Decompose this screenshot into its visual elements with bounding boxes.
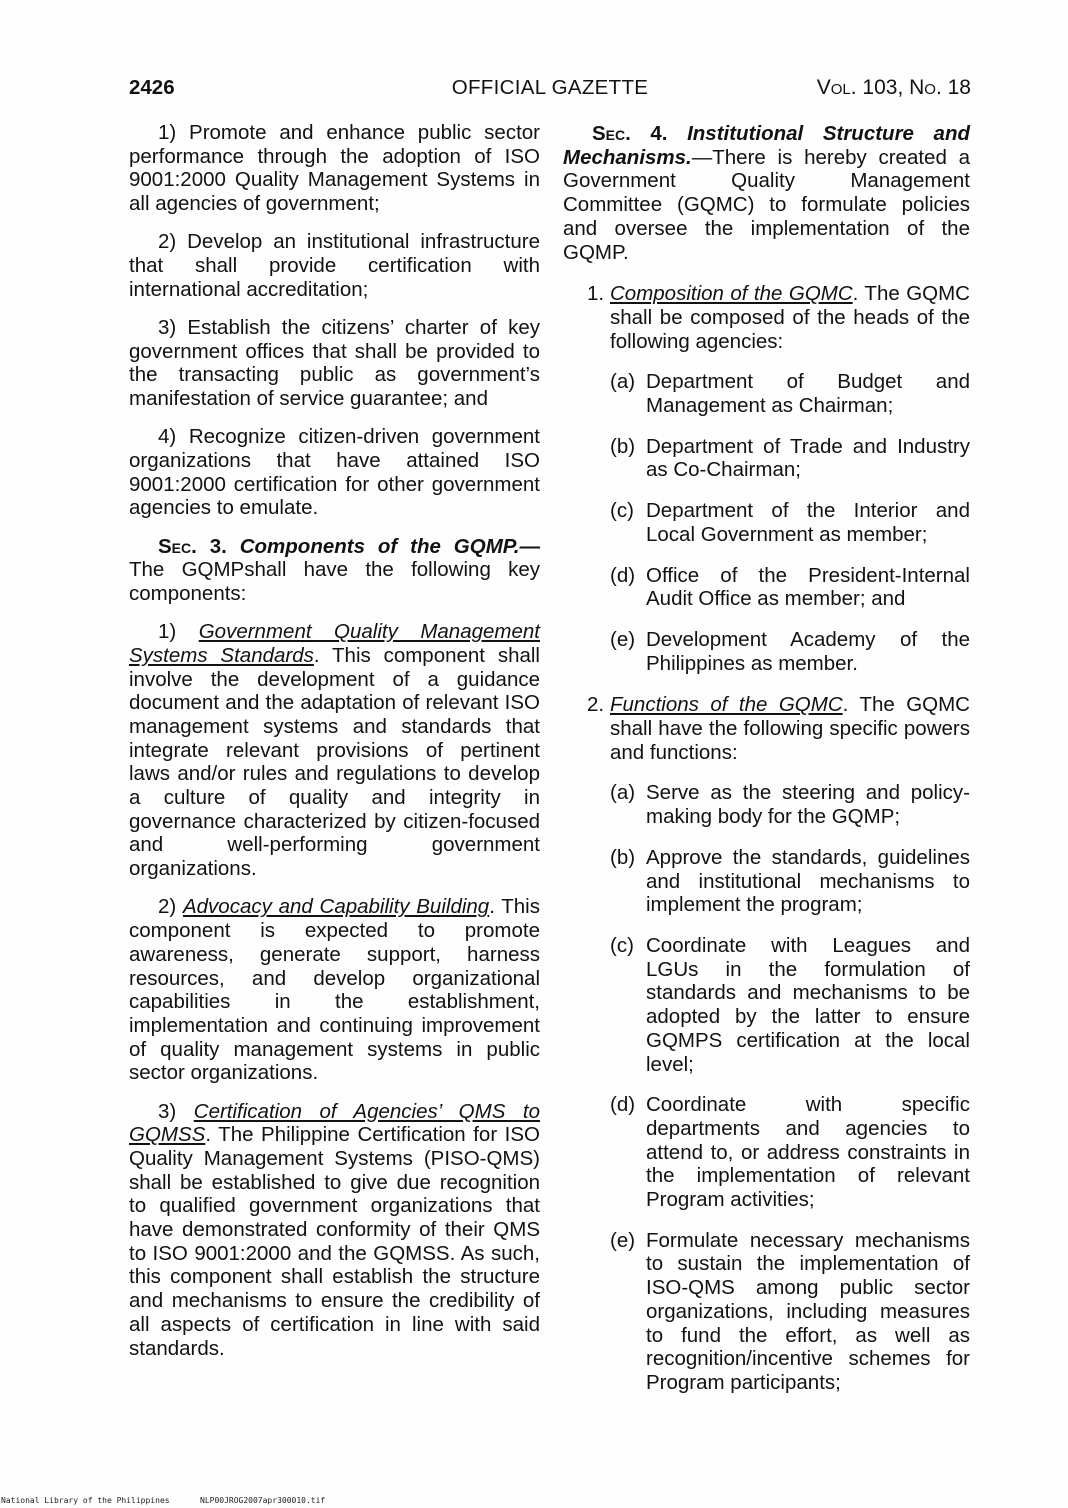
composition-subitem-c: [610, 499, 970, 546]
subitem-text: Department of Budget and Management as Chairman;: [646, 370, 970, 418]
component-number: 1): [158, 620, 177, 644]
subitem-label: (a): [610, 370, 636, 394]
component-text: . The Philippine Certification for ISO Quality Management Systems (PISO-QMS) shall be established to give due recognition to qualified government organizations that have demonstrated conformity of their QMS to ISO 9001:2000 and the GQMSS. As such, this component shall establish the structure and mechanisms to ensure the credibility of all aspects of certification in line with said standards.: [129, 1123, 540, 1360]
functions-subitem-a: [610, 781, 970, 828]
subitem-text: Formulate necessary mechanisms to sustain the implementation of ISO-QMS among public sector organizations, including measures to fund the effort, as well as recognition/incentive schemes for Program participants;: [646, 1228, 970, 1394]
component-paragraph-2: [129, 895, 540, 1085]
section-4-paragraph: [563, 122, 970, 264]
section-4-text: —There is hereby created a Government Quality Management Committee (GQMC) to formulate policies and oversee the implementation of the GQMP.: [563, 145, 970, 264]
subitem-label: (d): [610, 563, 636, 587]
subitem-label: (b): [610, 434, 636, 458]
right-column: [563, 122, 970, 1395]
left-column: [129, 121, 540, 1375]
volume-issue: Vol. 103, No. 18: [816, 76, 971, 99]
composition-subitem-e: [610, 628, 970, 675]
gqmc-functions-item: [563, 693, 970, 1394]
subitem-text: Approve the standards, guidelines and institutional mechanisms to implement the program;: [646, 845, 970, 917]
gqmc-composition-item: [563, 282, 970, 675]
subitem-text: Department of the Interior and Local Government as member;: [646, 499, 970, 546]
composition-subitem-b: [610, 435, 970, 482]
section-3-label: Sec. 3.: [158, 534, 227, 558]
section-3-paragraph: [129, 535, 540, 606]
objective-paragraph-4: 4) Recognize citizen-driven government organizations that have attained ISO 9001:2000 certification for other government agencies to emulate.: [129, 425, 540, 520]
library-credit: National Library of the Philippines: [1, 1496, 170, 1505]
objective-paragraph-2: 2) Develop an institutional infrastructure that shall provide certification with international accreditation;: [129, 230, 540, 301]
component-paragraph-3: [129, 1100, 540, 1361]
subitem-label: (e): [610, 1228, 636, 1252]
item-heading: [587, 282, 970, 353]
component-title: Advocacy and Capability Building: [182, 895, 490, 919]
section-4-title: Institutional Structure and Mechanisms.: [563, 122, 970, 169]
functions-subitem-b: [610, 846, 970, 917]
composition-subitem-a: [610, 370, 970, 417]
scan-filename: NLP00JROG2007apr300010.tif: [200, 1496, 326, 1505]
item-body: [610, 282, 970, 353]
item-number: 2.: [587, 693, 605, 717]
subitem-text: Department of Trade and Industry as Co-Chairman;: [646, 434, 970, 482]
section-3-text: The GQMPshall have the following key components:: [129, 558, 540, 605]
functions-subitem-c: [610, 934, 970, 1076]
component-text: . This component is expected to promote awareness, generate support, harness resources, and develop organizational capabilities in the establishment, implementation and continuing improvement of quality management systems in public sector organizations.: [129, 895, 540, 1085]
component-number: 3): [158, 1099, 177, 1123]
item-title: Composition of the GQMC: [610, 282, 853, 306]
running-header: [129, 75, 971, 101]
functions-subitem-e: [610, 1229, 970, 1395]
component-text: . This component shall involve the development of a guidance document and the adaptation of relevant ISO management systems and standards that integrate relevant provisions of pertinent laws and/or rules and regulations to develop a culture of quality and integrity in governance characterized by citizen-focused and well-performing government organizations.: [129, 643, 540, 881]
functions-subitem-d: [610, 1093, 970, 1212]
subitem-label: (b): [610, 845, 636, 869]
subitem-text: Serve as the steering and policy-making body for the GQMP;: [646, 781, 970, 829]
subitem-label: (c): [610, 499, 634, 523]
item-text: . The GQMC shall have the following specific powers and functions:: [610, 693, 970, 764]
item-text: . The GQMC shall be composed of the heads of the following agencies:: [610, 282, 970, 353]
composition-subitem-d: [610, 564, 970, 611]
component-title: Certification of Agencies’ QMS to GQMSS: [129, 1099, 540, 1147]
subitem-text: Coordinate with specific departments and agencies to attend to, or address constraints in the implementation of relevant Program activities;: [646, 1093, 970, 1212]
subitem-text: Office of the President-Internal Audit Office as member; and: [646, 563, 970, 611]
scan-footer: [1, 1496, 401, 1507]
component-paragraph-1: [129, 620, 540, 881]
item-title: Functions of the GQMC: [610, 693, 843, 717]
subitem-text: Development Academy of the Philippines as member.: [646, 627, 970, 675]
publication-title: OFFICIAL GAZETTE: [451, 76, 649, 99]
subitem-label: (c): [610, 933, 634, 957]
subitem-label: (e): [610, 627, 636, 651]
subitem-label: (a): [610, 781, 636, 805]
item-number: 1.: [587, 282, 605, 306]
section-4-label: Sec. 4.: [592, 122, 668, 145]
item-heading: [587, 693, 970, 764]
objective-paragraph-1: 1) Promote and enhance public sector performance through the adoption of ISO 9001:2000 Quality Management Systems in all agencies of government;: [129, 121, 540, 216]
objective-paragraph-3: 3) Establish the citizens’ charter of key government offices that shall be provided to the transacting public as government’s manifestation of service guarantee; and: [129, 315, 540, 411]
subitem-text: Coordinate with Leagues and LGUs in the formulation of standards and mechanisms to be adopted by the latter to ensure GQMPS certification at the local level;: [646, 933, 970, 1076]
component-number: 2): [158, 895, 177, 919]
page-number: 2426: [129, 76, 175, 99]
item-body: [610, 693, 970, 764]
component-title: Government Quality Management Systems Standards: [129, 620, 540, 667]
subitem-label: (d): [610, 1093, 636, 1117]
section-3-title: Components of the GQMP.—: [239, 534, 541, 558]
